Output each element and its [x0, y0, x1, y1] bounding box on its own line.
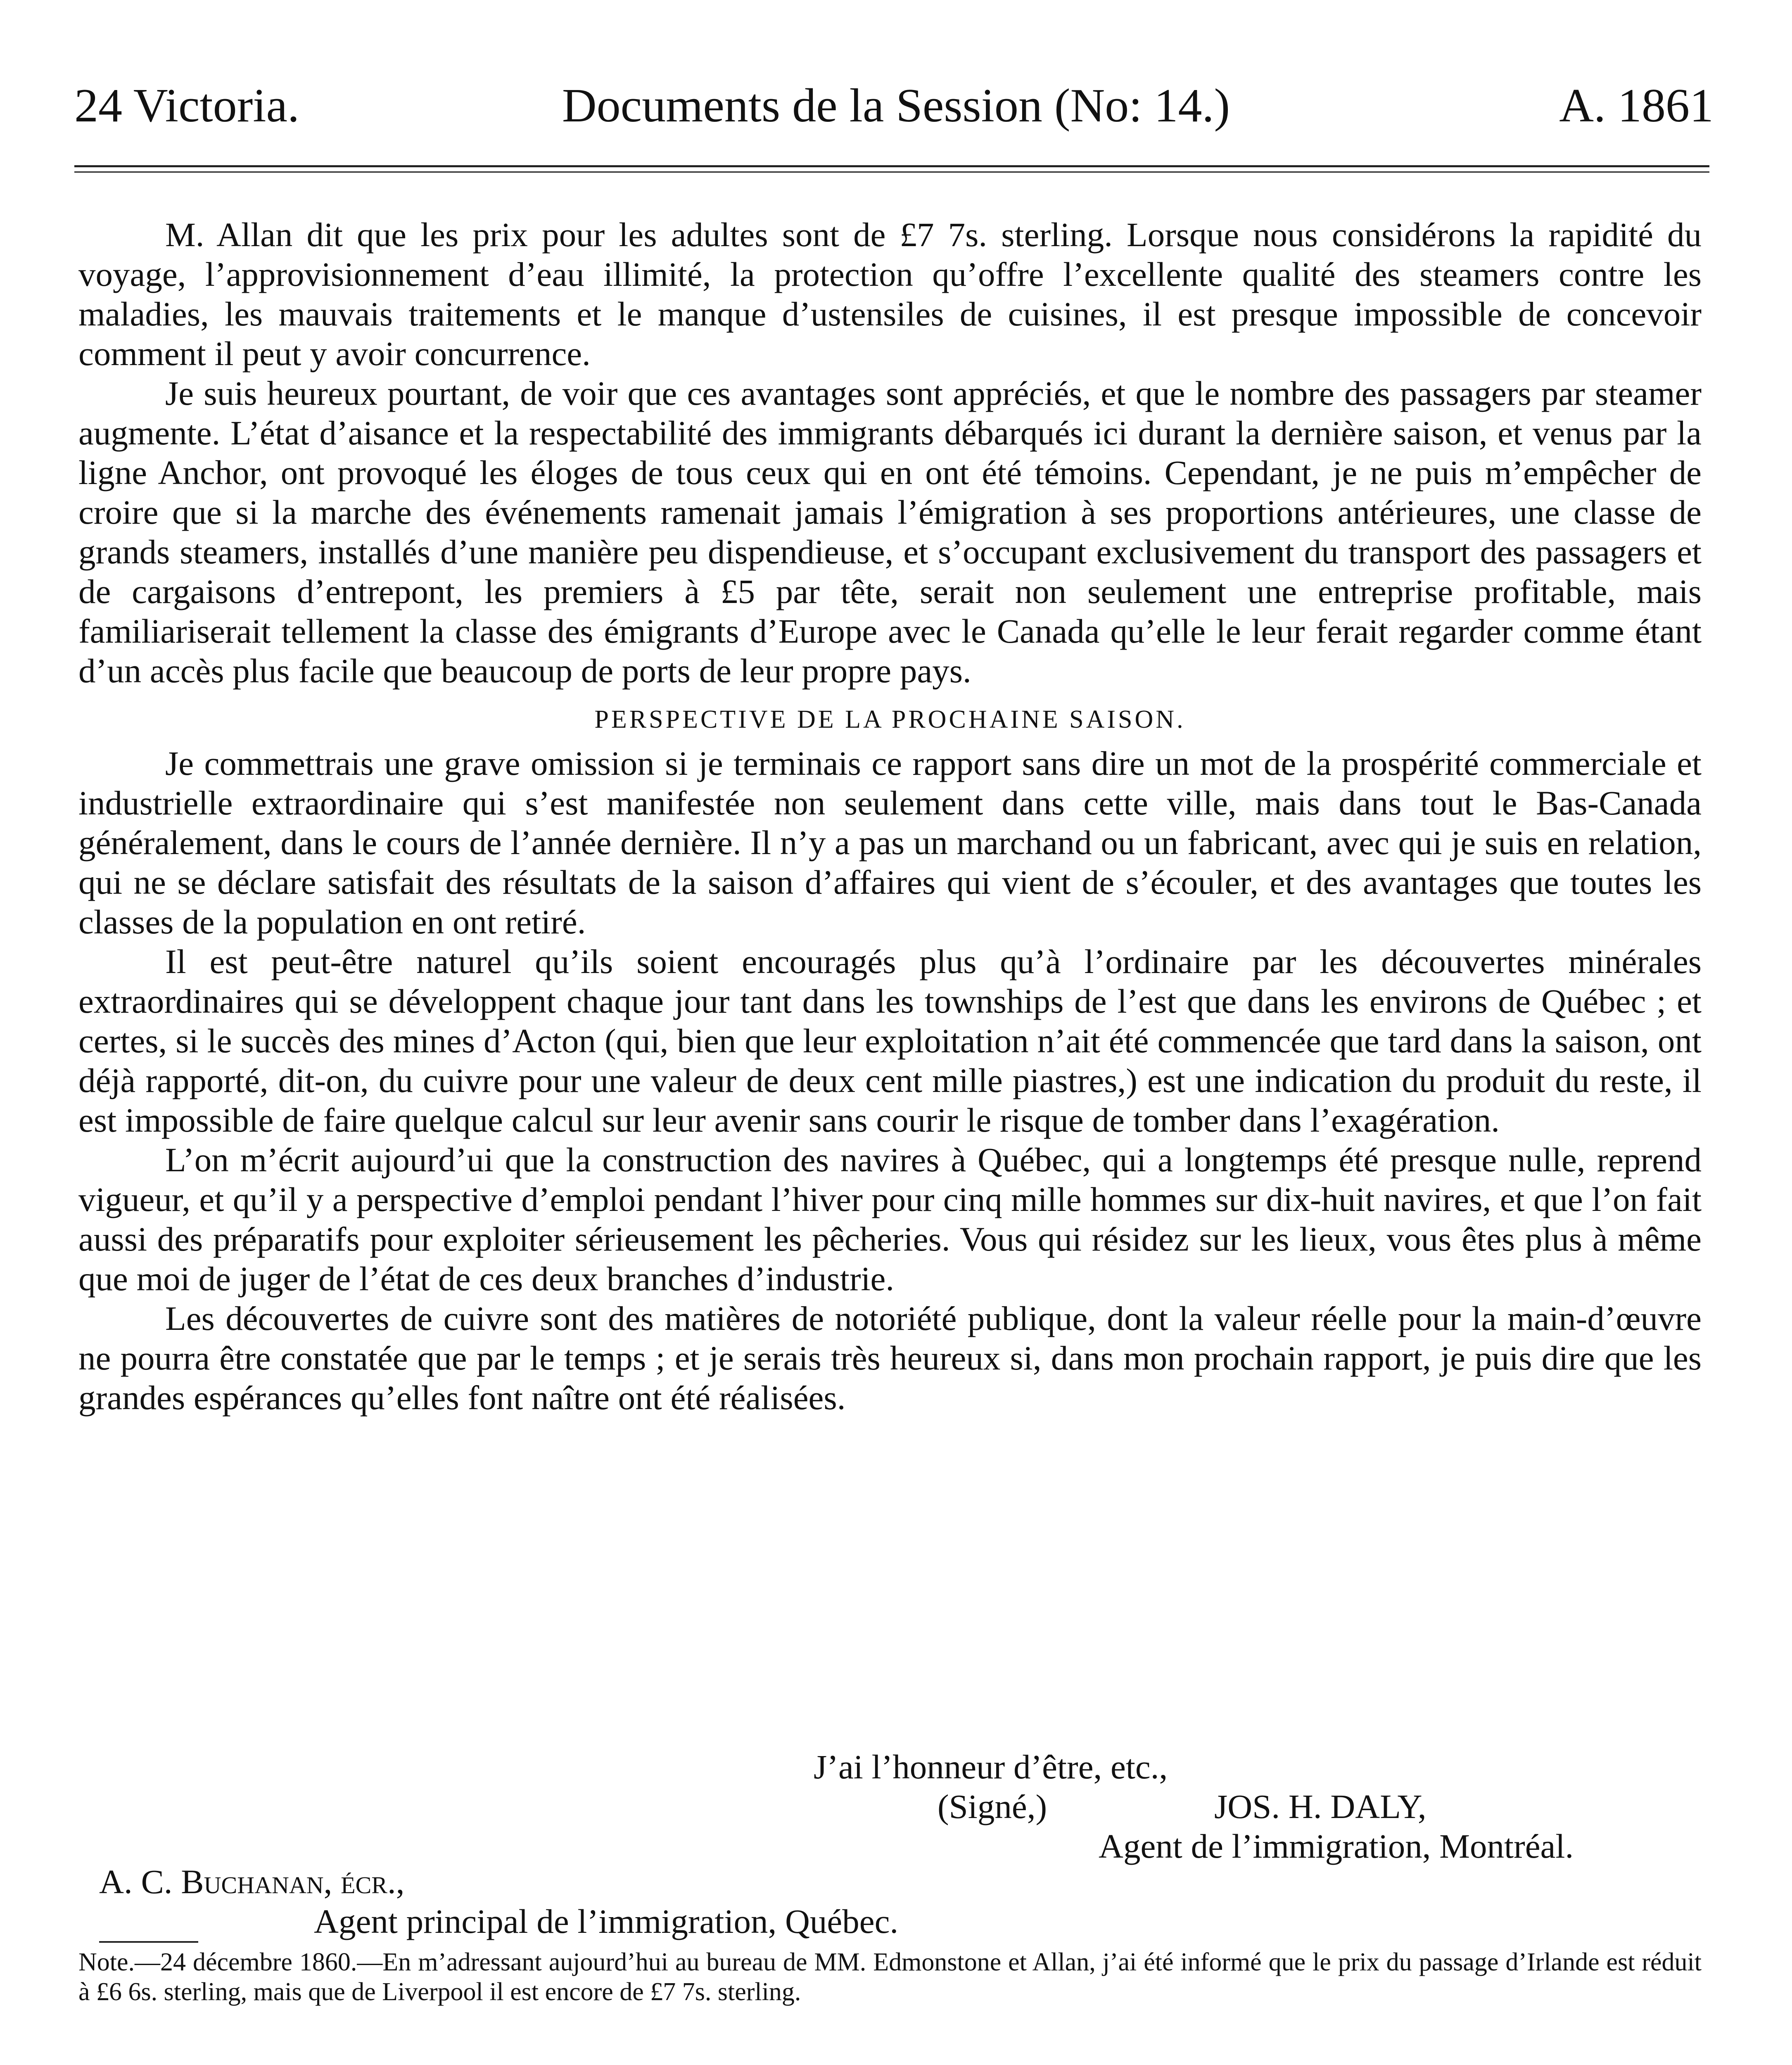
closing-line: J’ai l’honneur d’être, etc., — [814, 1748, 1168, 1786]
paragraph: Il est peut-être naturel qu’ils soient encouragés plus qu’à l’ordinaire par les découvertes minérales extraordinaires qui se développent chaque jour tant dans les townships de l’est que dans les environs de Québec ; et certes, si le succès des mines d’Acton (qui, bien que leur exploitation n’ait été commencée que tard dans la saison, ont déjà rapporté, dit-on, du cuivre pour une valeur de deux cent mille piastres,) est une indication du produit du reste, il est impossible de faire quelque calcul sur leur avenir sans courir le risque de tomber dans l’exagération. — [78, 942, 1702, 1139]
page-header — [70, 78, 1722, 145]
header-right: A. 1861 — [1559, 79, 1714, 132]
paragraph: Les découvertes de cuivre sont des matières de notoriété publique, dont la valeur réelle pour la main-d’œuvre ne pourra être constatée que par le temps ; et je serais très heureux si, dans mon prochain rapport, je puis dire que les grandes espérances qu’elles font naître ont été réalisées. — [78, 1299, 1702, 1417]
paragraph: L’on m’écrit aujourd’ui que la construction des navires à Québec, qui a longtemps été presque nulle, reprend vigueur, et qu’il y a perspective d’emploi pendant l’hiver pour cinq mille hommes sur dix-huit navires, et que l’on fait aussi des préparatifs pour exploiter sérieusement les pêcheries. Vous qui résidez sur les lieux, vous êtes plus à même que moi de juger de l’état de ces deux branches d’industrie. — [78, 1141, 1702, 1298]
section-heading: PERSPECTIVE DE LA PROCHAINE SAISON. — [594, 705, 1186, 733]
footnote: Note.—24 décembre 1860.—En m’adressant aujourd’hui au bureau de MM. Edmonstone et Allan, j’ai été informé que le prix du passage d’Irlande est réduit à £6 6s. sterling, mais que de Liverpool il est encore de £7 7s. sterling. — [78, 1948, 1702, 2006]
signer-title: Agent de l’immigration, Montréal. — [1099, 1827, 1574, 1865]
paragraph: Je commettrais une grave omission si je terminais ce rapport sans dire un mot de la prospérité commerciale et industrielle extraordinaire qui s’est manifestée non seulement dans cette ville, mais dans tout le Bas-Canada généralement, dans le cours de l’année dernière. Il n’y a pas un marchand ou un fabricant, avec qui je suis en relation, qui ne se déclare satisfait des résultats de la saison d’affaires qui vient de s’écouler, et des avantages que toutes les classes de la population en ont retiré. — [78, 744, 1702, 941]
signed-label: (Signé,) — [938, 1787, 1047, 1825]
paragraph: M. Allan dit que les prix pour les adultes sont de £7 7s. sterling. Lorsque nous considérons la rapidité du voyage, l’approvisionnement d’eau illimité, la protection qu’offre l’excellente qualité des steamers contre les maladies, les mauvais traitements et le manque d’ustensiles de cuisines, il est presque impossible de concevoir comment il peut y avoir concurrence. — [78, 216, 1702, 373]
note-rule — [99, 1941, 198, 1943]
header-left: 24 Victoria. — [74, 79, 299, 132]
letter-body — [78, 215, 1702, 1417]
paragraph: Je suis heureux pourtant, de voir que ces avantages sont appréciés, et que le nombre des passagers par steamer augmente. L’état d’aisance et la respectabilité des immigrants débarqués ici durant la dernière saison, et venus par la ligne Anchor, ont provoqué les éloges de tous ceux qui en ont été témoins. Cependant, je ne puis m’empêcher de croire que si la marche des événements ramenait jamais l’émigration à ses proportions antérieures, une classe de grands steamers, installés d’une manière peu dispendieuse, et s’occupant exclusivement du transport des passagers et de cargaisons d’entrepont, les premiers à £5 par tête, serait non seulement une entreprise profitable, mais familiariserait tellement la classe des émigrants d’Europe avec le Canada qu’elle le leur ferait regarder comme étant d’un accès plus facile que beaucoup de ports de leur propre pays. — [78, 374, 1702, 690]
addressee-title: Agent principal de l’immigration, Québec. — [314, 1902, 899, 1940]
header-center: Documents de la Session (No: 14.) — [562, 79, 1230, 132]
header-rule — [74, 165, 1709, 173]
addressee-name: A. C. Buchanan, écr., — [99, 1863, 405, 1901]
signer-name: JOS. H. DALY, — [1214, 1787, 1426, 1825]
